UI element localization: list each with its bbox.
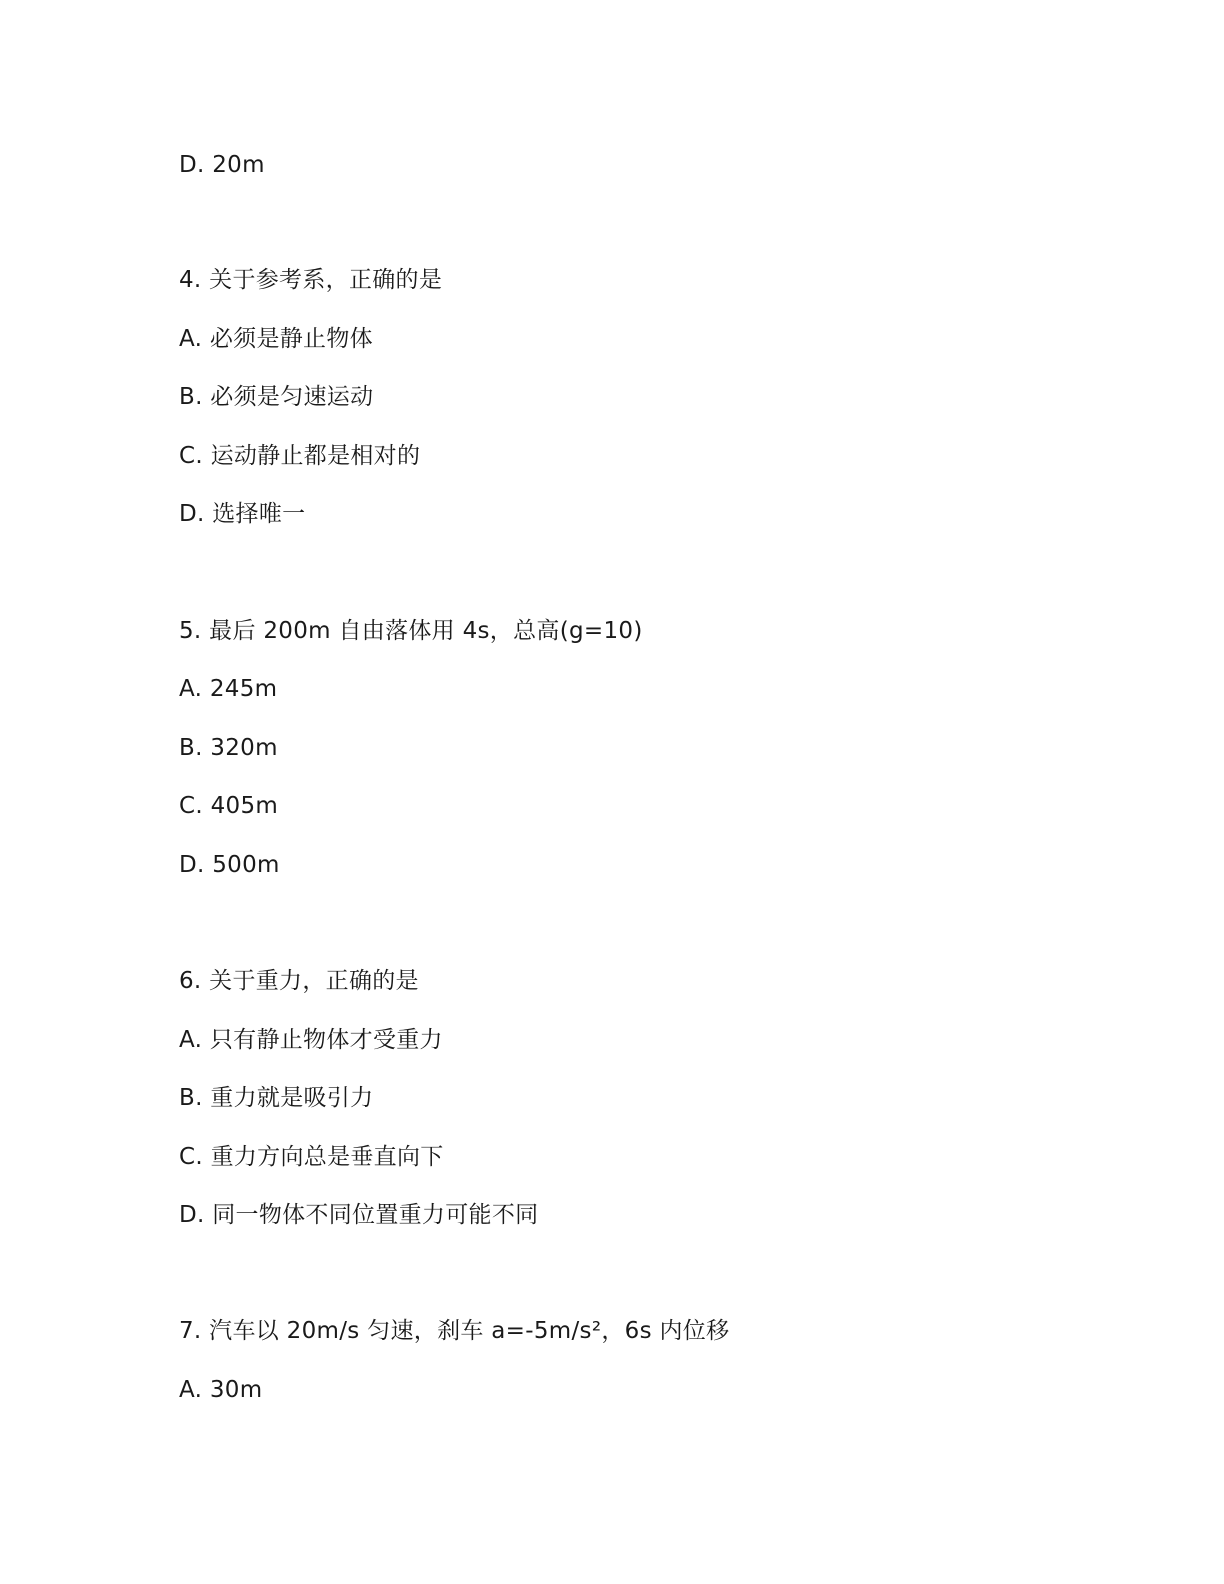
q4-option-d: D. 选择唯一 — [179, 501, 306, 527]
q7-option-a: A. 30m — [179, 1377, 263, 1403]
q5-stem: 5. 最后 200m 自由落体用 4s，总高(g=10) — [179, 618, 643, 644]
q4-option-a: A. 必须是静止物体 — [179, 326, 373, 352]
q6-option-c: C. 重力方向总是垂直向下 — [179, 1144, 444, 1170]
q7-stem: 7. 汽车以 20m/s 匀速，刹车 a=-5m/s²，6s 内位移 — [179, 1318, 730, 1344]
q6-option-a: A. 只有静止物体才受重力 — [179, 1027, 443, 1053]
q5-option-a: A. 245m — [179, 676, 278, 702]
q3-option-d: D. 20m — [179, 152, 265, 178]
q5-option-b: B. 320m — [179, 735, 278, 761]
q6-stem: 6. 关于重力，正确的是 — [179, 968, 419, 994]
q5-option-c: C. 405m — [179, 793, 279, 819]
q4-option-b: B. 必须是匀速运动 — [179, 384, 374, 410]
q4-stem: 4. 关于参考系，正确的是 — [179, 267, 443, 293]
q6-option-b: B. 重力就是吸引力 — [179, 1085, 374, 1111]
q5-option-d: D. 500m — [179, 852, 280, 878]
q4-option-c: C. 运动静止都是相对的 — [179, 443, 421, 469]
q6-option-d: D. 同一物体不同位置重力可能不同 — [179, 1202, 539, 1228]
